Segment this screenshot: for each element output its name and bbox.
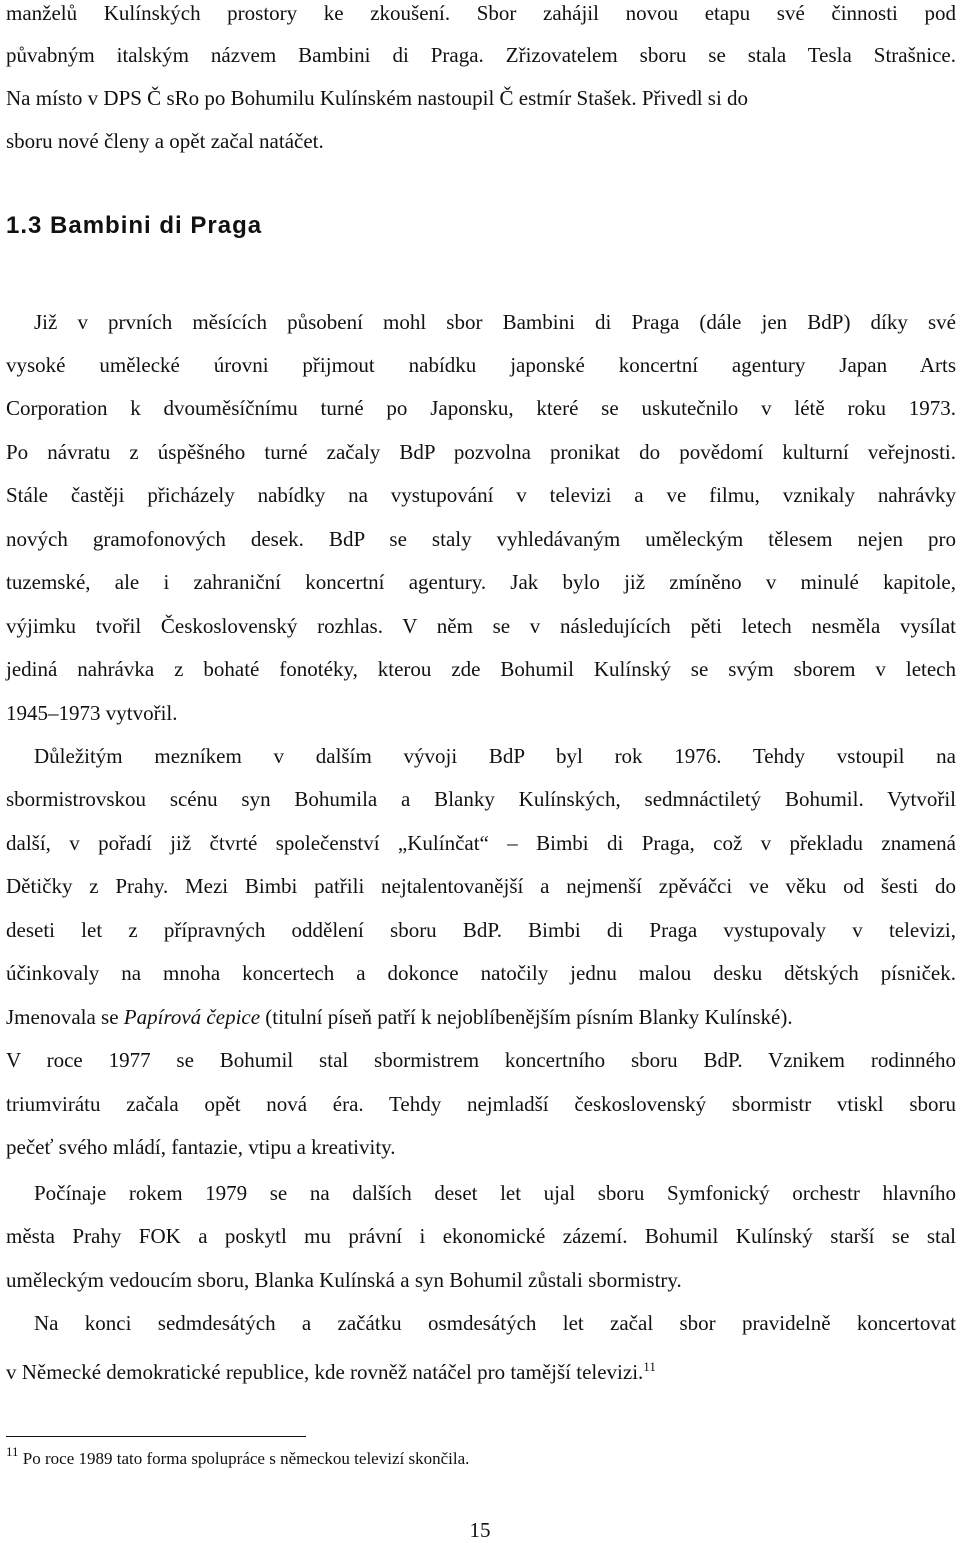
paragraph-line: triumvirátu začala opět nová éra. Tehdy nejmladší československý sbormistr vtiskl sboru <box>6 1092 956 1116</box>
paragraph-line: další, v pořadí již čtvrté společenství „Kulínčat“ – Bimbi di Praga, což v překladu znamená <box>6 831 956 855</box>
paragraph-line: 1945–1973 vytvořil. <box>6 701 178 725</box>
paragraph-line: účinkovaly na mnoha koncertech a dokonce natočily jednu malou desku dětských písniček. <box>6 961 956 985</box>
paragraph-line: V roce 1977 se Bohumil stal sbormistrem koncertního sboru BdP. Vznikem rodinného <box>6 1048 956 1072</box>
paragraph-line: výjimku tvořil Československý rozhlas. V něm se v následujících pěti letech nesměla vysílat <box>6 614 956 638</box>
paragraph-line: Corporation k dvouměsíčnímu turné po Japonsku, které se uskutečnilo v létě roku 1973. <box>6 396 956 420</box>
paragraph-line: sboru nové členy a opět začal natáčet. <box>6 129 324 153</box>
paragraph-line <box>6 1352 956 1387</box>
line-text: (titulní píseň patří k nejoblíbenějším písním Blanky Kulínské). <box>260 1005 793 1029</box>
footnote-text: Po roce 1989 tato forma spolupráce s německou televizí skončila. <box>22 1449 470 1468</box>
footnote-reference[interactable]: 11 <box>643 1359 656 1374</box>
paragraph-line: uměleckým vedoucím sboru, Blanka Kulínská a syn Bohumil zůstali sbormistry. <box>6 1268 682 1292</box>
paragraph-line: tuzemské, ale i zahraniční koncertní agentury. Jak bylo již zmíněno v minulé kapitole, <box>6 570 956 594</box>
paragraph-line: Počínaje rokem 1979 se na dalších deset let ujal sboru Symfonický orchestr hlavního <box>34 1181 956 1205</box>
paragraph-line: jediná nahrávka z bohaté fonotéky, kterou zde Bohumil Kulínský se svým sborem v letech <box>6 657 956 681</box>
paragraph-line <box>6 1002 956 1032</box>
line-text: Jmenovala se <box>6 1005 124 1029</box>
paragraph-line: nových gramofonových desek. BdP se staly vyhledávaným uměleckým tělesem nejen pro <box>6 527 956 551</box>
line-text: v Německé demokratické republice, kde rovněž natáčel pro tamější televizi. <box>6 1360 644 1384</box>
song-title: Papírová čepice <box>123 1005 261 1029</box>
paragraph-line: vysoké umělecké úrovni přijmout nabídku japonské koncertní agentury Japan Arts <box>6 353 956 377</box>
paragraph-line: půvabným italským názvem Bambini di Praga. Zřizovatelem sboru se stala Tesla Strašnice. <box>6 43 956 67</box>
paragraph-line: města Prahy FOK a poskytl mu právní i ekonomické zázemí. Bohumil Kulínský starší se stal <box>6 1224 956 1248</box>
paragraph-line: Již v prvních měsících působení mohl sbor Bambini di Praga (dále jen BdP) díky své <box>34 310 956 334</box>
paragraph-line: Na místo v DPS Č sRo po Bohumilu Kulínském nastoupil Č estmír Stašek. Přivedl si do <box>6 86 749 110</box>
paragraph-line: Po návratu z úspěšného turné začaly BdP pozvolna pronikat do povědomí kulturní veřejnosti. <box>6 440 956 464</box>
page-number: 15 <box>469 1518 491 1542</box>
paragraph-line: Stále častěji přicházely nabídky na vystupování v televizi a ve filmu, vznikaly nahrávky <box>6 483 956 507</box>
paragraph-line: Dětičky z Prahy. Mezi Bimbi patřili nejtalentovanější a nejmenší zpěváčci ve věku od šesti do <box>6 874 956 898</box>
paragraph-line: sbormistrovskou scénu syn Bohumila a Blanky Kulínských, sedmnáctiletý Bohumil. Vytvořil <box>6 787 956 811</box>
section-heading: 1.3 Bambini di Praga <box>6 212 263 239</box>
paragraph-line: pečeť svého mládí, fantazie, vtipu a kreativity. <box>6 1135 396 1159</box>
paragraph-line: Na konci sedmdesátých a začátku osmdesátých let začal sbor pravidelně koncertovat <box>34 1311 956 1335</box>
footnote-divider <box>6 1436 306 1437</box>
footnote <box>6 1444 469 1469</box>
paragraph-line: deseti let z přípravných oddělení sboru BdP. Bimbi di Praga vystupovaly v televizi, <box>6 918 956 942</box>
paragraph-line: manželů Kulínských prostory ke zkoušení. Sbor zahájil novou etapu své činnosti pod <box>6 1 956 25</box>
footnote-number: 11 <box>6 1444 19 1459</box>
paragraph-line: Důležitým mezníkem v dalším vývoji BdP byl rok 1976. Tehdy vstoupil na <box>34 744 956 768</box>
